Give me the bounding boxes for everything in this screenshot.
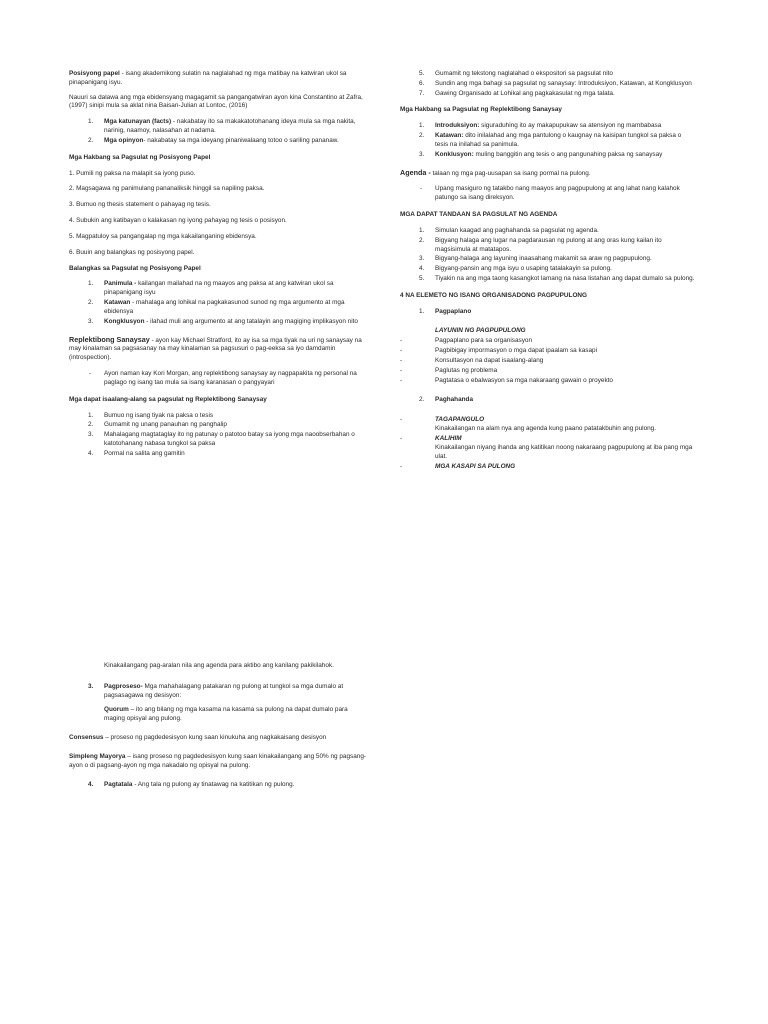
item-text: Tiyakin na ang mga taong kasangkot lamang na nasa listahan ang dapat dumalo sa pulong. [435, 275, 695, 283]
item-text: dito inilalahad ang mga pantulong o kaugnay na kaisipan tungkol sa paksa o tesis na inilahad sa panimula. [435, 132, 682, 148]
list-number: 2. [419, 236, 425, 244]
dash-marker: - [400, 366, 403, 374]
posisyong-papel-text: - isang akademikong sulatin na naglalahad ng mga matibay na katwiran ukol sa pinapanigang isyu. [69, 70, 347, 86]
hakbang-step: 6. Buuin ang balangkas ng posisyong papel. [69, 248, 195, 256]
item-text: - nakabatay ito sa makakatotohanang ideya mula sa mga nakita, narinig, naamoy, nalasahan at nadama. [104, 118, 356, 135]
agenda-text: talaan ng mga pag-uusapan sa isang pormal na pulong. [430, 169, 591, 177]
item-text: - nakabatay sa mga ideyang pinaniwalaang totoo o sariling pananaw. [143, 136, 339, 144]
list-item [400, 337, 696, 346]
dash-marker: - [89, 370, 92, 378]
item-term: Pagpaplano [435, 307, 472, 315]
list-item [400, 122, 696, 131]
list-item [400, 227, 696, 236]
dash-marker: - [420, 185, 423, 193]
list-item [400, 255, 696, 264]
item-term: Pagproseso- [104, 682, 143, 690]
list-item [400, 151, 696, 160]
hakbang-replektibo-heading: Mga Hakbang sa Pagsulat ng Replektibong Sanaysay [400, 106, 562, 114]
item-text: Bumuo ng isang tiyak na paksa o tesis [104, 411, 214, 419]
role-text: Kinakailangan niyang ihanda ang katitikan noong nakaraang pagpupulong at iba pang mga ulat. [435, 443, 693, 460]
dash-marker: - [400, 347, 403, 355]
paghahanda-roles [400, 416, 696, 471]
consensus-definition [69, 734, 369, 743]
tandaan-heading: MGA DAPAT TANDAAN SA PAGSULAT NG AGENDA [400, 211, 558, 219]
item-term: Katawan [104, 299, 131, 307]
simpleng-mayorya-definition [69, 753, 369, 771]
list-number: 5. [419, 70, 425, 77]
hakbang-step: 5. Magpatuloy sa pangangalap ng mga kakailanganing ebidensya. [69, 232, 257, 240]
role-term: KALIHIM [435, 435, 462, 443]
list-item [69, 118, 369, 136]
role-term: MGA KASAPI SA PULONG [435, 462, 516, 470]
list-item [400, 80, 696, 89]
hakbang-step: 4. Subukin ang katibayan o kalakasan ng iyong pahayag ng tesis o posisyon. [69, 217, 287, 225]
dapat-list [69, 412, 369, 459]
item-text: Konsultasyon na dapat isaalang-alang [435, 357, 544, 365]
item-text: Mahalagang magtataglay ito ng patunay o patotoo batay sa iyong mga naoobserbahan o katotohanang nabasa tungkol sa paksa [104, 431, 355, 448]
list-item [69, 683, 369, 701]
list-number: 3. [88, 682, 94, 690]
elemento-heading: 4 NA ELEMETO NG ISANG ORGANISADONG PAGPUPULONG [400, 291, 587, 299]
list-number: 3. [88, 317, 94, 325]
role-text: Kinakailangan na alam nya ang agenda kung paano patatakbuhin ang pulong. [435, 425, 657, 433]
item-text: Gumamit ng unang panauhan ng panghalip [104, 421, 227, 429]
item-term: Introduksiyon: [435, 122, 480, 130]
ebidensya-list [69, 118, 369, 145]
item-text: Paglutas ng problema [435, 366, 498, 374]
list-number: 2. [88, 421, 94, 429]
continuation-section [69, 662, 369, 797]
list-number: 6. [419, 79, 425, 87]
item-text: Pormal na salita ang gamitin [104, 449, 185, 457]
item-text: muling banggitin ang tesis o ang pangunahing paksa ng sanaysay [473, 150, 663, 158]
item-text: Pagbibigay impormasyon o mga dapat ipaalam sa kasapi [435, 347, 597, 355]
pagproseso-item [69, 683, 369, 701]
quorum-term: Quorum [104, 706, 129, 714]
list-number: 5. [419, 275, 425, 283]
item-text: - Ang tala ng pulong ay tinatawag na katitikan ng pulong. [132, 780, 295, 788]
list-item [400, 70, 696, 79]
list-item [400, 357, 696, 366]
agenda-list [400, 185, 696, 203]
agenda-term: Agenda - [400, 167, 431, 177]
item-text: siguraduhing ito ay makapupukaw sa atensiyon ng mambabasa [479, 122, 662, 130]
list-item [400, 347, 696, 356]
item-text: Ayon naman kay Kori Morgan, ang replektibong sanaysay ay nagpapakita ng personal na paglago ng isang tao mula sa isang karanasan o pangyayari [104, 370, 357, 386]
layunin-heading [400, 327, 696, 336]
item-text: - ilahad muli ang argumento at ang tatalayin ang magiging implikasyon nito [144, 317, 358, 325]
dash-marker: - [400, 435, 403, 443]
list-item [400, 367, 696, 376]
item-term: Kongklusyon [104, 317, 145, 325]
role-term: TAGAPANGULO [435, 416, 485, 424]
list-item [69, 370, 369, 388]
kasapi-text: Kinakailangang pag-aralan nila ang agenda para aktibo ang kanilang pakikilahok. [104, 662, 334, 669]
item-text: Simulan kaagad ang paghahanda sa pagsulat ng agenda. [435, 226, 599, 234]
hakbang-step: 3. Bumuo ng thesis statement o pahayag ng tesis. [69, 201, 211, 209]
dash-marker: - [400, 462, 403, 470]
list-item [400, 185, 696, 203]
list-number: 1. [419, 226, 425, 234]
dash-marker: - [400, 376, 403, 384]
item-text: Bigyang-halaga ang layuning inaasahang makamit sa araw ng pagpupulong. [435, 255, 652, 263]
item-term: Mga opinyon [104, 136, 144, 144]
list-number: 4. [88, 449, 94, 457]
list-number: 2. [419, 395, 425, 403]
list-number: 2. [88, 299, 94, 307]
nauuri-paragraph: Nauuri sa dalawa ang mga ebidensyang magagamit sa pangangatwiran ayon kina Constantino at Zafra, (1997) sinipi mula sa aklat nina Baisan-Julian at Lontoc, (2016) [69, 93, 363, 110]
paghahanda-item [400, 396, 696, 405]
list-item [69, 299, 369, 317]
dash-marker: - [400, 337, 403, 345]
dapat-heading: Mga dapat isaalang-alang sa pagsulat ng Replektibong Sanaysay [69, 395, 267, 403]
item-text: Sundin ang mga bahagi sa pagsulat ng sanaysay: Introduksiyon, Katawan, at Kongklusyon [435, 79, 692, 87]
list-number: 3. [88, 431, 94, 439]
consensus-term: Consensus [69, 734, 104, 742]
simpleng-mayorya-text: – isang proseso ng pagdedesisyon kung saan kinakailangang ang 50% ng pagsang-ayon o di pagsang-ayon ng mga nakadalo ng opisyal na pulong. [69, 752, 367, 769]
item-term: Panimula - [104, 280, 137, 288]
list-item [400, 396, 696, 405]
item-text: - mahalaga ang lohikal na pagkakasunod sunod ng mga argumento at mga ebidensya [104, 299, 345, 315]
balangkas-list [69, 280, 369, 326]
role-kasapi [400, 463, 696, 472]
list-item [400, 265, 696, 274]
list-item [69, 412, 369, 421]
hakbang-replektibo-list [400, 122, 696, 159]
item-term: Paghahanda [435, 395, 473, 403]
item-term: Katawan: [435, 132, 464, 140]
list-item [69, 450, 369, 459]
role-kalihim [400, 435, 696, 461]
list-item [400, 90, 696, 99]
list-number: 3. [419, 255, 425, 263]
item-term: Mga katunayan (facts) [104, 118, 172, 126]
list-item [400, 237, 696, 255]
list-number: 2. [88, 136, 94, 144]
list-number: 4. [419, 265, 425, 273]
item-text: Bigyang-pansin ang mga isyu o usaping tatalakayin sa pulong. [435, 265, 612, 273]
hakbang-posisyong-heading: Mga Hakbang sa Pagsulat ng Posisyong Papel [69, 153, 211, 161]
list-item [69, 421, 369, 430]
pagtatala-item [69, 781, 369, 790]
list-number: 1. [88, 280, 94, 288]
item-text: Bigyang halaga ang lugar na pagdarausan ng pulong at ang oras kung kailan ito magsisimula at matatapos. [435, 236, 662, 253]
role-tagapangulo [400, 416, 696, 434]
dash-marker: - [400, 357, 403, 365]
list-item [400, 132, 696, 150]
item-text: kailangan mailahad na ng maayos ang paksa at ang katwiran ukol sa pinapanigang isyu [104, 280, 334, 297]
item-text: Upang masiguro ng tatakbo nang maayos ang pagpupulong at ang lahat nang kalahok patungo sa isang direksyon. [435, 185, 680, 202]
left-column [69, 70, 369, 467]
consensus-text: – proseso ng pagdedesisyon kung saan kinukuha ang nagkakaisang desisyon [103, 734, 327, 742]
item-text: Pagtatasa o ebalwasyon sa mga nakaraang gawain o proyekto [435, 376, 613, 384]
list-item [69, 137, 369, 146]
quorum-text: – ito ang bilang ng mga kasama na kasama sa pulong na dapat dumalo para maging opisyal ang pulong. [104, 706, 348, 723]
list-number: 1. [419, 122, 425, 130]
list-number: 7. [419, 89, 425, 97]
list-item [400, 377, 696, 386]
item-text: Gumamit ng tekstong naglalahad o ekspositori sa pagsulat nito [435, 70, 613, 77]
hakbang-step: 2. Magsagawa ng panimulang pananaliksik hinggil sa napiling paksa. [69, 185, 265, 193]
layunin-title: LAYUNIN NG PAGPUPULONG [435, 326, 526, 334]
list-number: 1. [88, 118, 94, 126]
item-term: Pagtatala [104, 780, 133, 788]
list-item [400, 275, 696, 284]
dash-marker: - [400, 416, 403, 424]
list-number: 4. [88, 780, 94, 788]
balangkas-heading: Balangkas sa Pagsulat ng Posisyong Papel [69, 264, 201, 272]
quorum-definition [69, 706, 369, 724]
replektibo-definition [69, 335, 369, 363]
hakbang-step: 1. Pumili ng paksa na malapit sa iyong puso. [69, 169, 196, 177]
posisyong-papel-definition [69, 70, 369, 88]
simpleng-mayorya-term: Simpleng Mayorya [69, 752, 126, 760]
item-term: Konklusyon: [435, 150, 474, 158]
item-text: Mga mahahalagang patakaran ng pulong at tungkol sa mga dumalo at pagsasagawa ng desisyon: [104, 682, 344, 699]
replektibo-term: Replektibong Sanaysay [69, 334, 150, 344]
list-item [69, 431, 369, 449]
layunin-list [400, 337, 696, 385]
posisyong-papel-term: Posisyong papel [69, 70, 120, 77]
list-item [400, 308, 696, 317]
list-item [69, 781, 369, 790]
item-text: Pagpaplano para sa organisasyon [435, 337, 532, 345]
list-item [69, 280, 369, 298]
tandaan-list [400, 227, 696, 284]
dapat-continued-list [400, 70, 696, 98]
agenda-definition [400, 168, 696, 179]
right-column [400, 70, 696, 479]
pagpaplano-item [400, 308, 696, 317]
list-number: 1. [419, 307, 425, 315]
list-number: 2. [419, 132, 425, 140]
item-text: Gawing Organisado at Lohikal ang pagkakasulat ng mga talata. [435, 89, 615, 97]
replektibo-text: - ayon kay Michael Stratford, ito ay isa sa mga tiyak na uri ng sanaysay na may kinalaman sa pagsasanay na may kinalaman sa pagsusuri o pag-eeksa sa iyo damdamin (introspection). [69, 336, 362, 362]
list-number: 3. [419, 150, 425, 158]
list-number: 1. [88, 411, 94, 419]
list-item [69, 318, 369, 327]
morgan-list [69, 370, 369, 388]
